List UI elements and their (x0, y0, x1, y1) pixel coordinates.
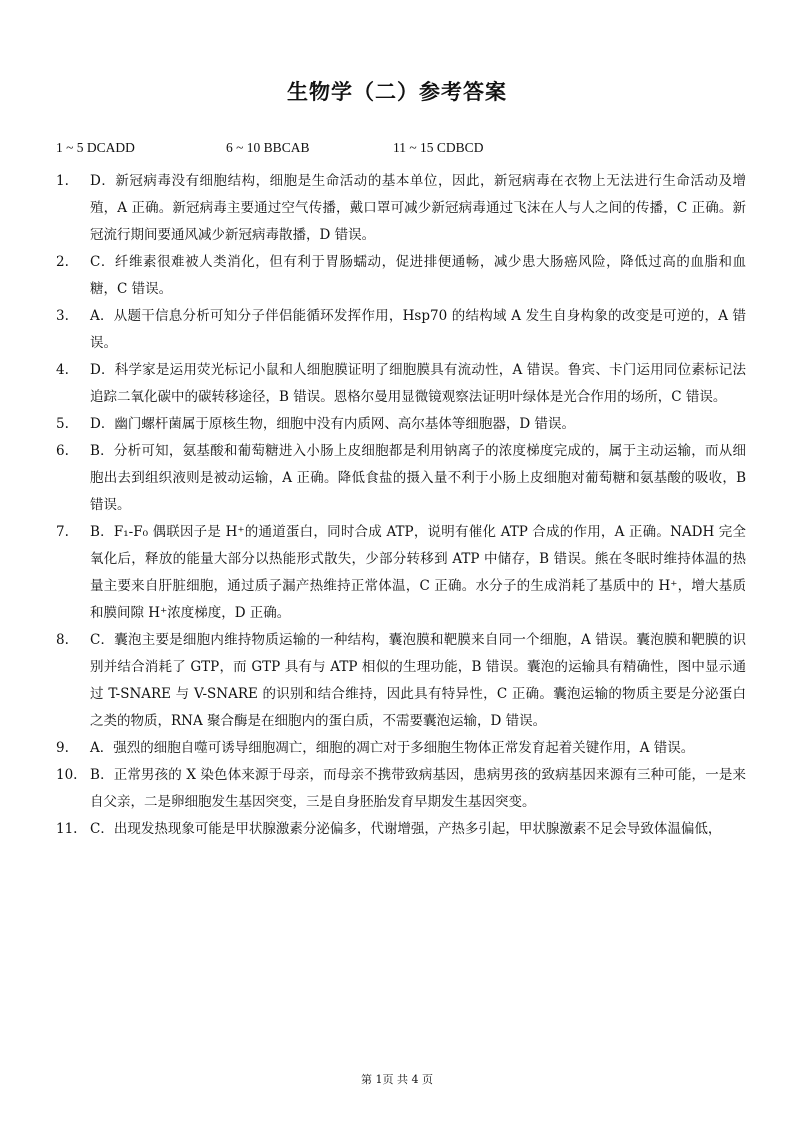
item-number: 5. (56, 416, 69, 432)
answer-item (56, 303, 746, 357)
item-number: 4. (56, 362, 69, 378)
answer-item (56, 762, 746, 816)
item-number: 2. (56, 254, 69, 270)
item-text: D．新冠病毒没有细胞结构，细胞是生命活动的基本单位，因此，新冠病毒在衣物上无法进行生命活动及增殖，A 正确。新冠病毒主要通过空气传播，戴口罩可减少新冠病毒通过飞沫在人与人之间的传播，C 正确。新冠流行期间要通风减少新冠病毒散播，D 错误。 (90, 173, 746, 243)
item-number: 10. (56, 767, 78, 783)
answer-explanations (56, 168, 746, 843)
answer-key-group-2: 6 ~ 10 BBCAB (226, 140, 310, 155)
answer-item (56, 168, 746, 249)
answer-item (56, 519, 746, 627)
item-text: C．纤维素很难被人类消化，但有利于胃肠蠕动，促进排便通畅，减少患大肠癌风险，降低过高的血脂和血糖，C 错误。 (90, 254, 746, 297)
item-text: A．从题干信息分析可知分子伴侣能循环发挥作用，Hsp70 的结构域 A 发生自身构象的改变是可逆的，A 错误。 (90, 308, 746, 351)
answer-key-group-1: 1 ~ 5 DCADD (56, 140, 135, 155)
item-text: B．分析可知，氨基酸和葡萄糖进入小肠上皮细胞都是利用钠离子的浓度梯度完成的，属于主动运输，而从细胞出去到组织液则是被动运输，A 正确。降低食盐的摄入量不利于小肠上皮细胞对葡萄糖和氨基酸的吸收，B 错误。 (90, 443, 746, 513)
item-text: B．正常男孩的 X 染色体来源于母亲，而母亲不携带致病基因，患病男孩的致病基因来源有三种可能，一是来自父亲，二是卵细胞发生基因突变，三是自身胚胎发育早期发生基因突变。 (90, 767, 746, 810)
page-title: 生物学（二）参考答案 (287, 80, 507, 104)
item-text: D．科学家是运用荧光标记小鼠和人细胞膜证明了细胞膜具有流动性，A 错误。鲁宾、卡门运用同位素标记法追踪二氧化碳中的碳转移途径，B 错误。恩格尔曼用显微镜观察法证明叶绿体是光合作用的场所，C 错误。 (90, 362, 746, 405)
page-footer: 第 1页 共 4 页 (361, 1073, 433, 1086)
item-text: D．幽门螺杆菌属于原核生物，细胞中没有内质网、高尔基体等细胞器，D 错误。 (90, 416, 575, 432)
answer-item (56, 816, 746, 843)
item-text: B．F₁-F₀ 偶联因子是 H⁺的通道蛋白，同时合成 ATP，说明有催化 ATP 合成的作用，A 正确。NADH 完全氧化后，释放的能量大部分以热能形式散失，少部分转移到 ATP 中储存，B 错误。熊在冬眠时维持体温的热量主要来自肝脏细胞，通过质子漏产热维持正常体温，C 正确。水分子的生成消耗了基质中的 H⁺，增大基质和膜间隙 H⁺浓度梯度，D 正确。 (90, 524, 746, 621)
item-number: 11. (56, 821, 78, 837)
item-number: 9. (56, 740, 69, 756)
answer-item (56, 735, 746, 762)
item-number: 8. (56, 632, 69, 648)
item-number: 7. (56, 524, 69, 540)
item-number: 1. (56, 173, 69, 189)
answer-item (56, 249, 746, 303)
item-number: 6. (56, 443, 69, 459)
item-number: 3. (56, 308, 69, 324)
answer-item (56, 411, 746, 438)
answer-item (56, 627, 746, 735)
item-text: C．出现发热现象可能是甲状腺激素分泌偏多，代谢增强，产热多引起，甲状腺激素不足会导致体温偏低， (90, 821, 722, 837)
answer-key-group-3: 11 ~ 15 CDBCD (393, 140, 484, 155)
answer-item (56, 438, 746, 519)
item-text: C．囊泡主要是细胞内维持物质运输的一种结构，囊泡膜和靶膜来自同一个细胞，A 错误。囊泡膜和靶膜的识别并结合消耗了 GTP，而 GTP 具有与 ATP 相似的生理功能，B 错误。囊泡的运输具有精确性，图中显示通过 T-SNARE 与 V-SNARE 的识别和结合维持，因此具有特异性，C 正确。囊泡运输的物质主要是分泌蛋白之类的物质，RNA 聚合酶是在细胞内的蛋白质，不需要囊泡运输，D 错误。 (90, 632, 746, 729)
answer-item (56, 357, 746, 411)
item-text: A．强烈的细胞自噬可诱导细胞凋亡，细胞的凋亡对于多细胞生物体正常发育起着关键作用，A 错误。 (90, 740, 695, 756)
